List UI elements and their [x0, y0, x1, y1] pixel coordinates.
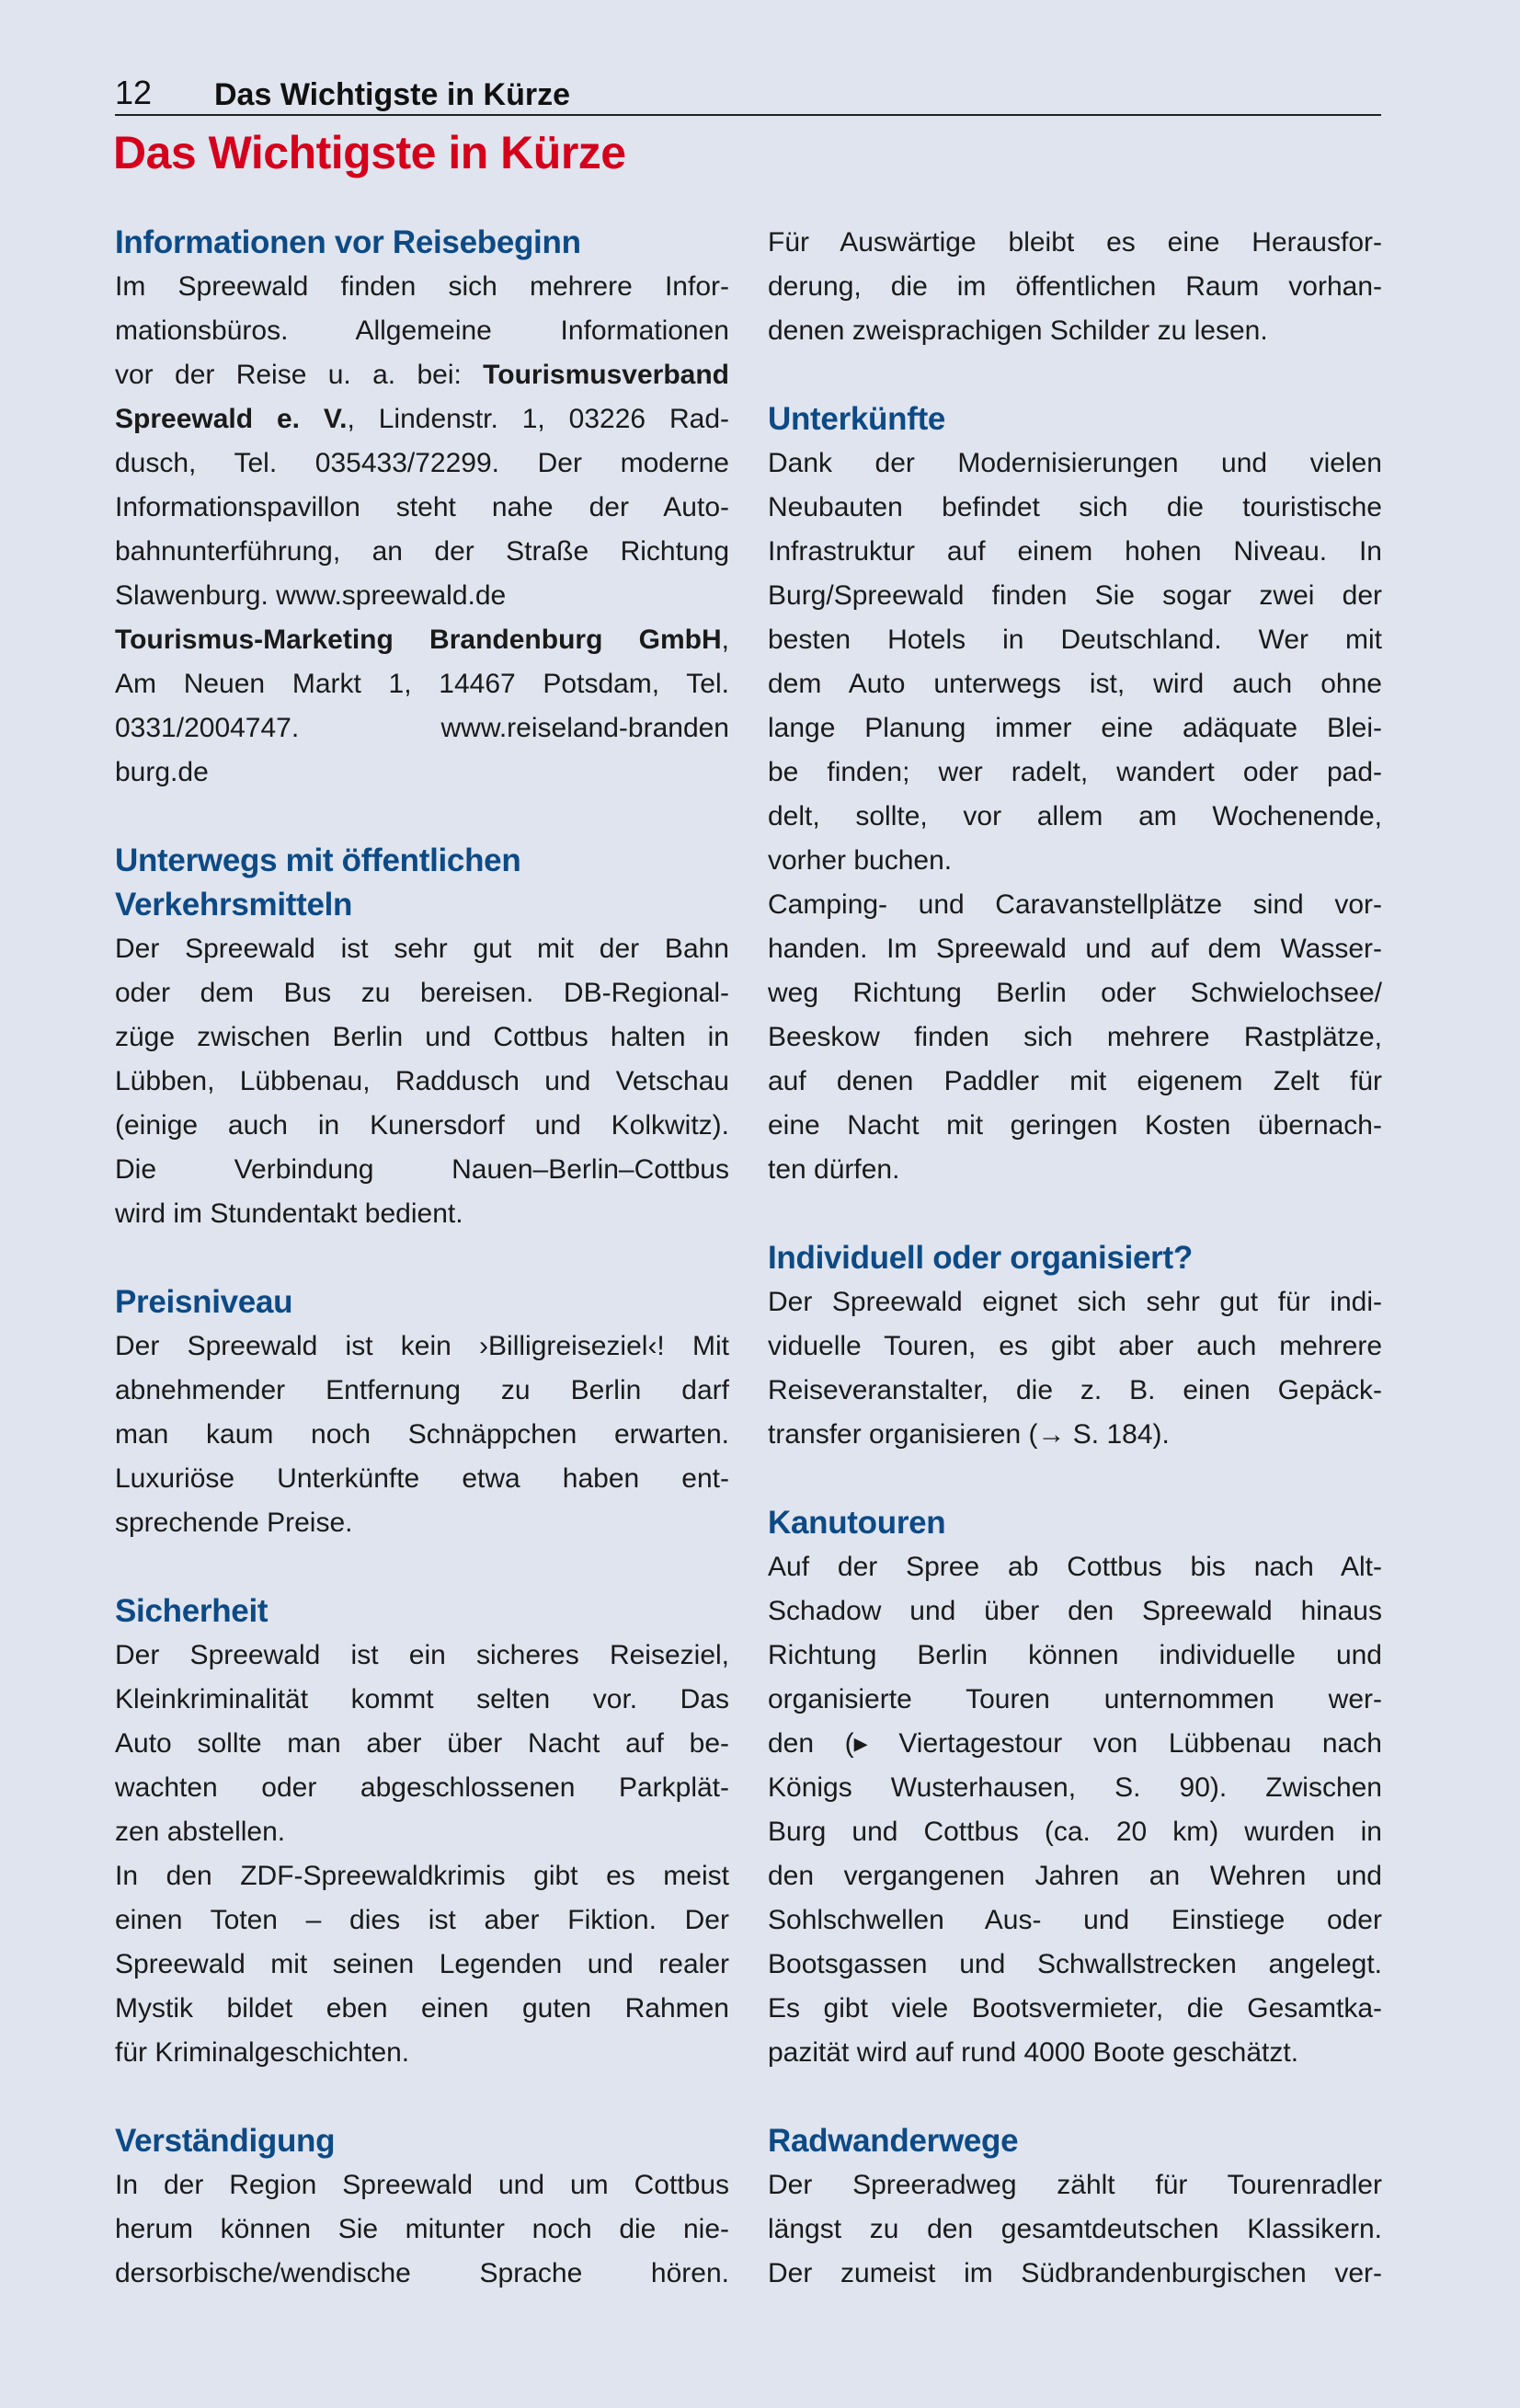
text-line: einen Toten – dies ist aber Fiktion. Der: [115, 1905, 729, 1935]
text-line: In den ZDF-Spreewaldkrimis gibt es meist: [115, 1861, 729, 1891]
text-line: längst zu den gesamtdeutschen Klassikern.: [768, 2214, 1382, 2244]
text-line: züge zwischen Berlin und Cottbus halten in: [115, 1022, 729, 1052]
text-line: Auf der Spree ab Cottbus bis nach Alt-: [768, 1552, 1382, 1582]
paragraph: [768, 1280, 1382, 1457]
text-line: Der Spreewald ist sehr gut mit der Bahn: [115, 934, 729, 964]
text-line: Kleinkriminalität kommt selten vor. Das: [115, 1684, 729, 1714]
section: [115, 221, 729, 795]
section-heading: Kanutouren: [768, 1505, 946, 1541]
text-line: Slawenburg. www.spreewald.de: [115, 580, 507, 611]
section: [115, 2119, 729, 2296]
chapter-title: Das Wichtigste in Kürze: [113, 127, 626, 178]
text-line: transfer organisieren (→ S. 184).: [768, 1419, 1170, 1450]
paragraph: [115, 927, 729, 1236]
text-line: Der Spreewald ist ein sicheres Reiseziel,: [115, 1640, 729, 1670]
text-line: Camping- und Caravanstellplätze sind vor-: [768, 889, 1382, 920]
text-line: delt, sollte, vor allem am Wochenende,: [768, 801, 1382, 831]
text-line: derung, die im öffentlichen Raum vorhan-: [768, 271, 1382, 302]
text-line: den vergangenen Jahren an Wehren und: [768, 1861, 1382, 1891]
text-line: ten dürfen.: [768, 1154, 900, 1185]
text-line: Auto sollte man aber über Nacht auf be-: [115, 1728, 729, 1759]
text-line: Es gibt viele Bootsvermieter, die Gesamtka-: [768, 1993, 1382, 2024]
text-line: Mystik bildet eben einen guten Rahmen: [115, 1993, 729, 2024]
text-line: abnehmender Entfernung zu Berlin darf: [115, 1375, 729, 1405]
running-header: [115, 72, 1381, 116]
text-line: denen zweisprachigen Schilder zu lesen.: [768, 315, 1268, 346]
text-line: [115, 353, 729, 397]
bold-text: Tourismusverband: [483, 360, 729, 390]
text-run: ,: [721, 625, 729, 655]
section: [768, 1501, 1382, 2075]
text-line: Der Spreeradweg zählt für Tourenradler: [768, 2170, 1382, 2200]
section-heading: Sicherheit: [115, 1593, 269, 1629]
paragraph: [115, 1324, 729, 1545]
text-line: viduelle Touren, es gibt aber auch mehrere: [768, 1331, 1382, 1361]
text-line: Sohlschwellen Aus- und Einstiege oder: [768, 1905, 1382, 1935]
section-heading: Verkehrsmitteln: [115, 887, 353, 923]
text-line: lange Planung immer eine adäquate Blei-: [768, 713, 1382, 743]
section: [768, 1236, 1382, 1457]
section-heading: Informationen vor Reisebeginn: [115, 224, 581, 260]
paragraph: [115, 1634, 729, 1854]
text-line: 0331/2004747. www.reiseland-branden: [115, 713, 729, 743]
right-column: [768, 221, 1382, 2340]
text-line: bahnunterführung, an der Straße Richtung: [115, 536, 729, 567]
page-number: 12: [115, 74, 153, 111]
text-line: zen abstellen.: [115, 1817, 286, 1847]
text-line: Am Neuen Markt 1, 14467 Potsdam, Tel.: [115, 669, 729, 699]
text-line: organisierte Touren unternommen wer-: [768, 1684, 1382, 1714]
section: [768, 221, 1382, 353]
text-run: vor der Reise u. a. bei:: [115, 360, 484, 390]
text-line: Schadow und über den Spreewald hinaus: [768, 1596, 1382, 1626]
text-line: den (▸ Viertagestour von Lübbenau nach: [768, 1728, 1382, 1759]
text-line: dersorbische/wendische Sprache hören.: [115, 2258, 729, 2288]
text-line: Lübben, Lübbenau, Raddusch und Vetschau: [115, 1066, 729, 1096]
text-line: für Kriminalgeschichten.: [115, 2037, 410, 2068]
text-line: auf denen Paddler mit eigenem Zelt für: [768, 1066, 1382, 1096]
text-line: burg.de: [115, 757, 209, 787]
text-line: sprechende Preise.: [115, 1508, 353, 1538]
text-line: oder dem Bus zu bereisen. DB-Regional-: [115, 978, 729, 1008]
text-line: Burg/Spreewald finden Sie sogar zwei der: [768, 580, 1382, 611]
bold-text: Spreewald e. V.: [115, 404, 348, 434]
section: [768, 2119, 1382, 2296]
text-line: Königs Wusterhausen, S. 90). Zwischen: [768, 1772, 1382, 1803]
text-line: eine Nacht mit geringen Kosten übernach-: [768, 1110, 1382, 1141]
left-column: [115, 221, 729, 2340]
section-heading: Preisniveau: [115, 1284, 293, 1320]
paragraph: [115, 2163, 729, 2296]
text-line: besten Hotels in Deutschland. Wer mit: [768, 625, 1382, 655]
paragraph: [768, 883, 1382, 1192]
text-line: Die Verbindung Nauen–Berlin–Cottbus: [115, 1154, 729, 1185]
text-line: Informationspavillon steht nahe der Auto-: [115, 492, 729, 522]
section: [115, 1280, 729, 1545]
text-line: Bootsgassen und Schwallstrecken angelegt.: [768, 1949, 1382, 1979]
text-line: dusch, Tel. 035433/72299. Der moderne: [115, 448, 729, 478]
text-line: wachten oder abgeschlossenen Parkplät-: [115, 1772, 729, 1803]
paragraph: [115, 265, 729, 618]
paragraph: [115, 1854, 729, 2075]
text-line: dem Auto unterwegs ist, wird auch ohne: [768, 669, 1382, 699]
text-line: Richtung Berlin können individuelle und: [768, 1640, 1382, 1670]
running-title: Das Wichtigste in Kürze: [214, 77, 570, 112]
text-line: pazität wird auf rund 4000 Boote geschätzt.: [768, 2037, 1299, 2068]
text-line: Neubauten befindet sich die touristische: [768, 492, 1382, 522]
paragraph: [115, 618, 729, 795]
text-line: [115, 618, 729, 662]
text-line: be finden; wer radelt, wandert oder pad-: [768, 757, 1382, 787]
text-line: wird im Stundentakt bedient.: [115, 1198, 463, 1229]
text-line: herum können Sie mitunter noch die nie-: [115, 2214, 729, 2244]
bold-text: Tourismus-Marketing Brandenburg GmbH: [115, 625, 722, 655]
text-line: mationsbüros. Allgemeine Informationen: [115, 315, 729, 346]
section-heading: Individuell oder organisiert?: [768, 1240, 1193, 1276]
text-run: , Lindenstr. 1, 03226 Rad-: [347, 404, 729, 434]
section-heading: Verständigung: [115, 2123, 336, 2159]
text-line: Burg und Cottbus (ca. 20 km) wurden in: [768, 1817, 1382, 1847]
text-line: handen. Im Spreewald und auf dem Wasser-: [768, 934, 1382, 964]
paragraph: [768, 1545, 1382, 2075]
text-line: Spreewald mit seinen Legenden und realer: [115, 1949, 729, 1979]
text-line: weg Richtung Berlin oder Schwielochsee/: [768, 978, 1382, 1008]
text-line: Beeskow finden sich mehrere Rastplätze,: [768, 1022, 1382, 1052]
text-line: man kaum noch Schnäppchen erwarten.: [115, 1419, 729, 1450]
paragraph: [768, 2163, 1382, 2296]
text-line: Für Auswärtige bleibt es eine Herausfor-: [768, 227, 1382, 258]
text-line: In der Region Spreewald und um Cottbus: [115, 2170, 729, 2200]
text-line: Reiseveranstalter, die z. B. einen Gepäck-: [768, 1375, 1382, 1405]
paragraph: [768, 221, 1382, 353]
section-heading: Radwanderwege: [768, 2123, 1019, 2159]
text-line: Der Spreewald eignet sich sehr gut für indi-: [768, 1287, 1382, 1317]
section-heading: Unterkünfte: [768, 401, 946, 437]
text-line: Der Spreewald ist kein ›Billigreiseziel‹! Mit: [115, 1331, 729, 1361]
paragraph: [768, 441, 1382, 883]
text-line: Der zumeist im Südbrandenburgischen ver-: [768, 2258, 1382, 2288]
text-line: Infrastruktur auf einem hohen Niveau. In: [768, 536, 1382, 567]
section: [768, 397, 1382, 1192]
section-heading: Unterwegs mit öffentlichen: [115, 843, 521, 878]
text-line: Luxuriöse Unterkünfte etwa haben ent-: [115, 1463, 729, 1494]
text-line: Dank der Modernisierungen und vielen: [768, 448, 1382, 478]
text-line: (einige auch in Kunersdorf und Kolkwitz).: [115, 1110, 729, 1141]
section: [115, 1589, 729, 2075]
text-line: vorher buchen.: [768, 845, 953, 876]
text-line: [115, 397, 729, 441]
section: [115, 839, 729, 1236]
text-line: Im Spreewald finden sich mehrere Infor-: [115, 271, 729, 302]
